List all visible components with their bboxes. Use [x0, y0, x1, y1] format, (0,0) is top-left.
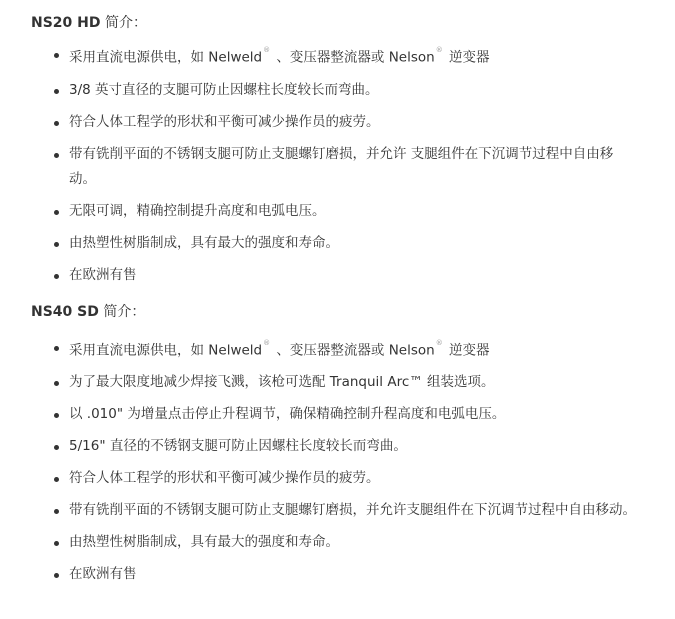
list-item-text: 、变压器整流器或 Nelson: [272, 342, 435, 358]
bullet-icon: [54, 89, 59, 94]
list-item-text: 符合人体工程学的形状和平衡可减少操作员的疲劳。: [69, 470, 380, 486]
list-item-text: 逆变器: [444, 342, 490, 358]
bullet-icon: [54, 541, 59, 546]
list-item: [31, 370, 621, 395]
list-item-text: 带有铣削平面的不锈钢支腿可防止支腿螺钉磨损，并允许支腿组件在下沉调节过程中自由移动。: [69, 502, 636, 518]
list-item-text: 带有铣削平面的不锈钢支腿可防止支腿螺钉磨损，并允许 支腿组件在下沉调节过程中自由移动。: [69, 145, 614, 187]
registered-mark: ®: [435, 338, 443, 347]
registered-mark: ®: [435, 46, 443, 54]
list-item-text: 采用直流电源供电，如 Nelweld: [69, 49, 263, 66]
bullet-icon: [54, 53, 59, 58]
ns20-feature-list: [31, 42, 675, 288]
list-item: [31, 231, 621, 256]
list-item-text: 在欧洲有售: [69, 566, 137, 582]
registered-mark: ®: [263, 338, 271, 347]
bullet-icon: [54, 413, 59, 418]
ns40-heading-suffix: 简介：: [98, 303, 146, 320]
list-item: [31, 434, 621, 459]
list-item: [31, 530, 621, 555]
bullet-icon: [54, 445, 59, 450]
list-item-text: 3/8 英寸直径的支腿可防止因螺柱长度较长而弯曲。: [69, 81, 379, 98]
ns40-model-name: NS40 SD: [31, 303, 99, 320]
list-item: [31, 78, 621, 103]
list-item-text: 由热塑性树脂制成，具有最大的强度和寿命。: [69, 534, 339, 550]
bullet-icon: [54, 121, 59, 126]
list-item-text: 在欧洲有售: [69, 266, 137, 283]
list-item-text: 5/16" 直径的不锈钢支腿可防止因螺柱长度较长而弯曲。: [69, 438, 407, 454]
registered-mark: ®: [263, 46, 271, 54]
ns40-feature-list: [31, 335, 675, 588]
bullet-icon: [54, 274, 59, 279]
ns20-heading: [31, 13, 675, 33]
ns20-model-name: NS20 HD: [31, 15, 101, 31]
list-item: [31, 402, 621, 427]
list-item-text: 逆变器: [444, 49, 490, 66]
list-item-text: 采用直流电源供电，如 Nelweld: [69, 342, 263, 358]
list-item: [31, 263, 621, 288]
list-item-text: 由热塑性树脂制成，具有最大的强度和寿命。: [69, 234, 339, 251]
list-item-text: 为了最大限度地减少焊接飞溅，该枪可选配 Tranquil Arc™ 组装选项。: [69, 374, 495, 390]
list-item: [31, 110, 621, 135]
bullet-icon: [54, 573, 59, 578]
list-item: [31, 562, 621, 587]
ns40-heading: [31, 302, 675, 322]
list-item-text: 符合人体工程学的形状和平衡可减少操作员的疲劳。: [69, 113, 380, 130]
list-item-text: 无限可调，精确控制提升高度和电弧电压。: [69, 202, 326, 219]
list-item: [31, 498, 661, 523]
bullet-icon: [54, 242, 59, 247]
bullet-icon: [54, 381, 59, 386]
list-item-text: 、变压器整流器或 Nelson: [272, 49, 435, 66]
list-item: [31, 335, 621, 364]
ns20-heading-suffix: 简介：: [100, 15, 147, 31]
bullet-icon: [54, 509, 59, 514]
list-item: [31, 142, 621, 192]
bullet-icon: [54, 477, 59, 482]
bullet-icon: [54, 153, 59, 158]
list-item: [31, 466, 621, 491]
list-item-text: 以 .010" 为增量点击停止升程调节，确保精确控制升程高度和电弧电压。: [69, 406, 506, 422]
list-item: [31, 42, 621, 71]
bullet-icon: [54, 210, 59, 215]
list-item: [31, 199, 621, 224]
bullet-icon: [54, 346, 59, 351]
